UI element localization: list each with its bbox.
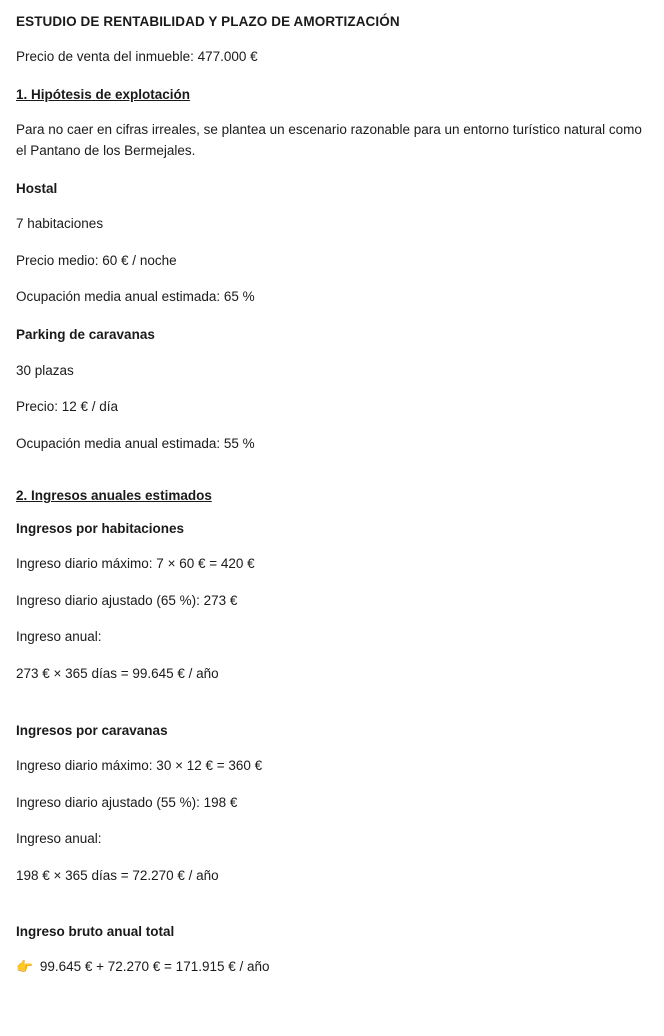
document-title: ESTUDIO DE RENTABILIDAD Y PLAZO DE AMORTIZACIÓN (16, 14, 400, 29)
total-income-line (16, 957, 648, 977)
sale-price-line: Precio de venta del inmueble: 477.000 € (16, 49, 258, 65)
parking-spaces-line: 30 plazas (16, 362, 74, 378)
hostal-average-price-line: Precio medio: 60 € / noche (16, 252, 177, 268)
subheading-hostal: Hostal (16, 180, 58, 196)
subheading-parking-caravanas: Parking de caravanas (16, 327, 155, 343)
subheading-ingresos-caravanas: Ingresos por caravanas (16, 722, 168, 738)
total-income-value: 99.645 € + 72.270 € = 171.915 € / año (39, 958, 270, 974)
caravans-daily-max-line: Ingreso diario máximo: 30 × 12 € = 360 € (16, 758, 263, 774)
rooms-annual-label: Ingreso anual: (16, 629, 102, 645)
section1-intro-paragraph: Para no caer en cifras irreales, se plantea un escenario razonable para un entorno turístico natural como el Pantano de los Bermejales. (16, 122, 642, 158)
subheading-ingresos-habitaciones: Ingresos por habitaciones (16, 520, 185, 536)
caravans-annual-value: 198 € × 365 días = 72.270 € / año (16, 867, 219, 883)
pointing-right-icon: 👉 (16, 958, 33, 974)
caravans-annual-label: Ingreso anual: (16, 831, 102, 847)
hostal-occupancy-line: Ocupación media anual estimada: 65 % (16, 289, 255, 305)
rooms-annual-value: 273 € × 365 días = 99.645 € / año (16, 666, 219, 682)
subheading-ingreso-bruto-anual-total: Ingreso bruto anual total (16, 924, 175, 940)
rooms-daily-adjusted-line: Ingreso diario ajustado (65 %): 273 € (16, 592, 238, 608)
hostal-rooms-line: 7 habitaciones (16, 216, 104, 232)
rooms-daily-max-line: Ingreso diario máximo: 7 × 60 € = 420 € (16, 556, 255, 572)
section-heading-ingresos-anuales: 2. Ingresos anuales estimados (16, 488, 212, 504)
caravans-daily-adjusted-line: Ingreso diario ajustado (55 %): 198 € (16, 794, 238, 810)
parking-price-line: Precio: 12 € / día (16, 399, 119, 415)
parking-occupancy-line: Ocupación media anual estimada: 55 % (16, 435, 255, 451)
section-heading-hipotesis-explotacion: 1. Hipótesis de explotación (16, 86, 191, 102)
